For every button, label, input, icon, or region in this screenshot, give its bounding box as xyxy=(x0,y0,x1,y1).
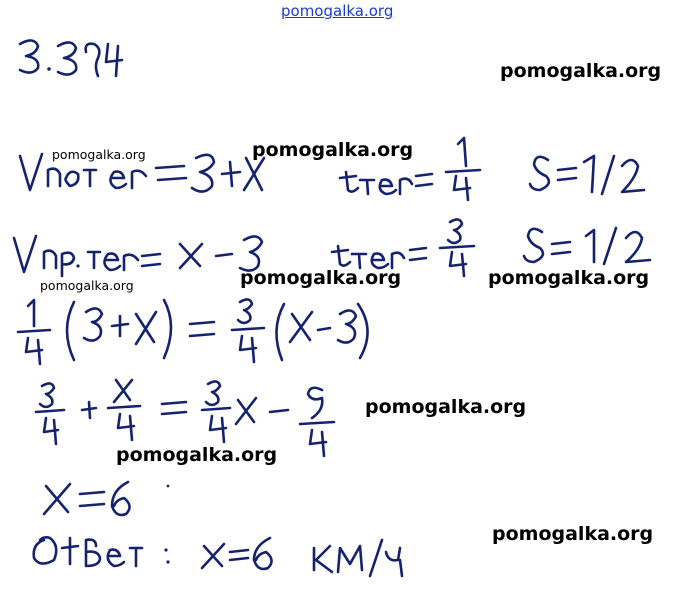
line-2-right xyxy=(524,228,650,264)
watermark-label: pomogalka.org xyxy=(365,396,527,418)
line-2-left xyxy=(14,236,262,276)
line-3 xyxy=(18,299,368,364)
answer-line xyxy=(34,537,402,576)
line-1-left-text xyxy=(0,0,1,1)
watermark-label: pomogalka.org xyxy=(40,278,134,293)
watermark-label: pomogalka.org xyxy=(492,523,654,545)
watermark-label: pomogalka.org xyxy=(116,444,278,466)
watermark-label: pomogalka.org xyxy=(500,60,662,82)
problem-number xyxy=(20,40,122,76)
watermark-label: pomogalka.org xyxy=(240,267,402,289)
top-watermark-link[interactable]: pomogalka.org xyxy=(281,2,394,20)
watermark-label: pomogalka.org xyxy=(488,267,650,289)
line-5 xyxy=(44,482,169,515)
watermark-label: pomogalka.org xyxy=(252,139,414,161)
watermark-label: pomogalka.org xyxy=(52,147,146,162)
line-1-right xyxy=(530,156,644,194)
